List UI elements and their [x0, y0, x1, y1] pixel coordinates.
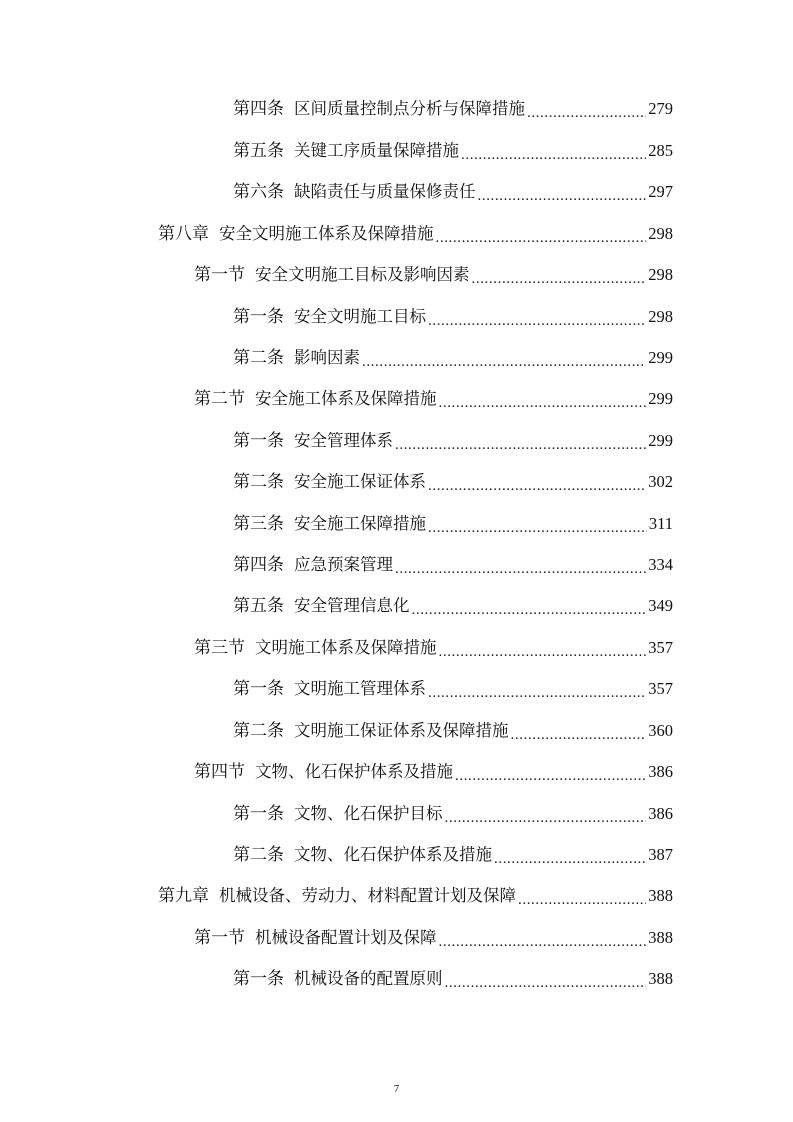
toc-entry-number: 第二节: [194, 389, 245, 409]
toc-entry: [233, 345, 673, 371]
toc-entry: [233, 718, 673, 744]
toc-entry-number: 第三条: [233, 514, 284, 534]
toc-entry-title: 文物、化石保护体系及措施: [294, 845, 492, 864]
toc-entry: [233, 469, 673, 495]
toc-dot-leader: [395, 428, 646, 454]
toc-entry-title: 安全管理体系: [294, 431, 393, 450]
toc-dot-leader: [428, 469, 646, 495]
toc-entry-number: 第九章: [158, 886, 209, 906]
toc-entry-title: 文物、化石保护目标: [294, 804, 443, 823]
toc-entry-page: 279: [648, 99, 673, 118]
toc-dot-leader: [428, 511, 647, 537]
toc-entry-page: 299: [648, 431, 673, 450]
toc-entry: [194, 262, 673, 288]
toc-entry-title: 机械设备的配置原则: [294, 969, 443, 988]
toc-entry-title: 机械设备配置计划及保障: [255, 928, 437, 947]
toc-dot-leader: [395, 552, 646, 578]
toc-entry-title: 安全文明施工目标: [294, 307, 426, 326]
toc-entry-page: 360: [648, 721, 673, 740]
toc-entry: [233, 593, 673, 619]
toc-entry-title: 区间质量控制点分析与保障措施: [294, 99, 525, 118]
toc-entry-title: 关键工序质量保障措施: [294, 141, 459, 160]
toc-entry: [194, 925, 673, 951]
toc-entry-page: 357: [648, 638, 673, 657]
toc-entry-title: 机械设备、劳动力、材料配置计划及保障: [219, 886, 516, 905]
toc-entry-page: 386: [648, 762, 673, 781]
toc-entry-title: 文明施工管理体系: [294, 679, 426, 698]
toc-entry-number: 第四条: [233, 555, 284, 575]
toc-dot-leader: [439, 925, 647, 951]
toc-entry-number: 第一条: [233, 804, 284, 824]
toc-entry-page: 298: [648, 307, 673, 326]
toc-entry-page: 388: [648, 969, 673, 988]
toc-dot-leader: [527, 96, 646, 122]
toc-entry: [194, 635, 673, 661]
toc-entry-title: 安全施工保证体系: [294, 472, 426, 491]
toc-entry-page: 297: [648, 182, 673, 201]
toc-dot-leader: [518, 883, 646, 909]
toc-entry: [194, 759, 673, 785]
toc-entry-page: 349: [648, 596, 673, 615]
toc-entry-title: 缺陷责任与质量保修责任: [294, 182, 476, 201]
toc-entry-number: 第八章: [158, 224, 209, 244]
toc-entry-page: 387: [648, 845, 673, 864]
toc-entry-number: 第二条: [233, 845, 284, 865]
toc-dot-leader: [428, 676, 646, 702]
toc-entry-page: 299: [648, 389, 673, 408]
toc-entry-title: 安全管理信息化: [294, 596, 410, 615]
toc-entry-number: 第一条: [233, 969, 284, 989]
toc-entry: [233, 138, 673, 164]
toc-entry-page: 334: [648, 555, 673, 574]
toc-entry-number: 第一节: [194, 928, 245, 948]
toc-dot-leader: [455, 759, 646, 785]
toc-entry-page: 298: [648, 224, 673, 243]
toc-entry-number: 第一条: [233, 431, 284, 451]
toc-entry-title: 文物、化石保护体系及措施: [255, 762, 453, 781]
toc-entry-number: 第二条: [233, 472, 284, 492]
toc-entry: [158, 883, 673, 909]
toc-entry: [233, 552, 673, 578]
toc-dot-leader: [511, 718, 647, 744]
toc-entry-page: 357: [648, 679, 673, 698]
toc-entry-title: 文明施工保证体系及保障措施: [294, 721, 509, 740]
toc-entry: [233, 96, 673, 122]
toc-entry-number: 第二条: [233, 721, 284, 741]
toc-entry: [158, 221, 673, 247]
toc-entry-page: 388: [648, 928, 673, 947]
toc-entry-title: 安全施工体系及保障措施: [255, 389, 437, 408]
toc-dot-leader: [439, 635, 647, 661]
toc-dot-leader: [472, 262, 647, 288]
toc-entry-page: 298: [648, 265, 673, 284]
toc-entry: [233, 801, 673, 827]
toc-entry: [233, 676, 673, 702]
toc-entry-number: 第六条: [233, 182, 284, 202]
toc-entry-title: 安全施工保障措施: [294, 514, 426, 533]
toc-dot-leader: [445, 801, 647, 827]
toc-entry: [233, 511, 673, 537]
toc-entry-page: 388: [648, 886, 673, 905]
toc-dot-leader: [494, 842, 646, 868]
toc-entry: [233, 966, 673, 992]
toc-entry-number: 第一节: [194, 265, 245, 285]
toc-entry-number: 第四节: [194, 762, 245, 782]
toc-entry: [233, 304, 673, 330]
toc-dot-leader: [412, 593, 647, 619]
toc-entry: [194, 386, 673, 412]
toc-dot-leader: [445, 966, 647, 992]
toc-dot-leader: [428, 304, 646, 330]
toc-entry-page: 386: [648, 804, 673, 823]
toc-dot-leader: [362, 345, 646, 371]
toc-entry-title: 安全文明施工体系及保障措施: [219, 224, 434, 243]
toc-entry-number: 第五条: [233, 141, 284, 161]
toc-entry-title: 影响因素: [294, 348, 360, 367]
toc-dot-leader: [461, 138, 646, 164]
toc-entry-number: 第五条: [233, 596, 284, 616]
toc-entry: [233, 842, 673, 868]
toc-entry-page: 302: [648, 472, 673, 491]
toc-entry: [233, 179, 673, 205]
toc-entry-number: 第三节: [194, 638, 245, 658]
toc-entry-page: 285: [648, 141, 673, 160]
toc-entry-page: 299: [648, 348, 673, 367]
toc-entry-number: 第二条: [233, 348, 284, 368]
toc-entry-page: 311: [648, 514, 673, 533]
page-number: 7: [393, 1083, 400, 1095]
toc-entry-title: 安全文明施工目标及影响因素: [255, 265, 470, 284]
toc-entry-title: 应急预案管理: [294, 555, 393, 574]
toc-entry: [233, 428, 673, 454]
toc-entry-number: 第一条: [233, 679, 284, 699]
toc-dot-leader: [439, 386, 647, 412]
toc-entry-number: 第四条: [233, 99, 284, 119]
toc-dot-leader: [436, 221, 647, 247]
toc-entry-number: 第一条: [233, 307, 284, 327]
toc-dot-leader: [478, 179, 647, 205]
toc-entry-title: 文明施工体系及保障措施: [255, 638, 437, 657]
